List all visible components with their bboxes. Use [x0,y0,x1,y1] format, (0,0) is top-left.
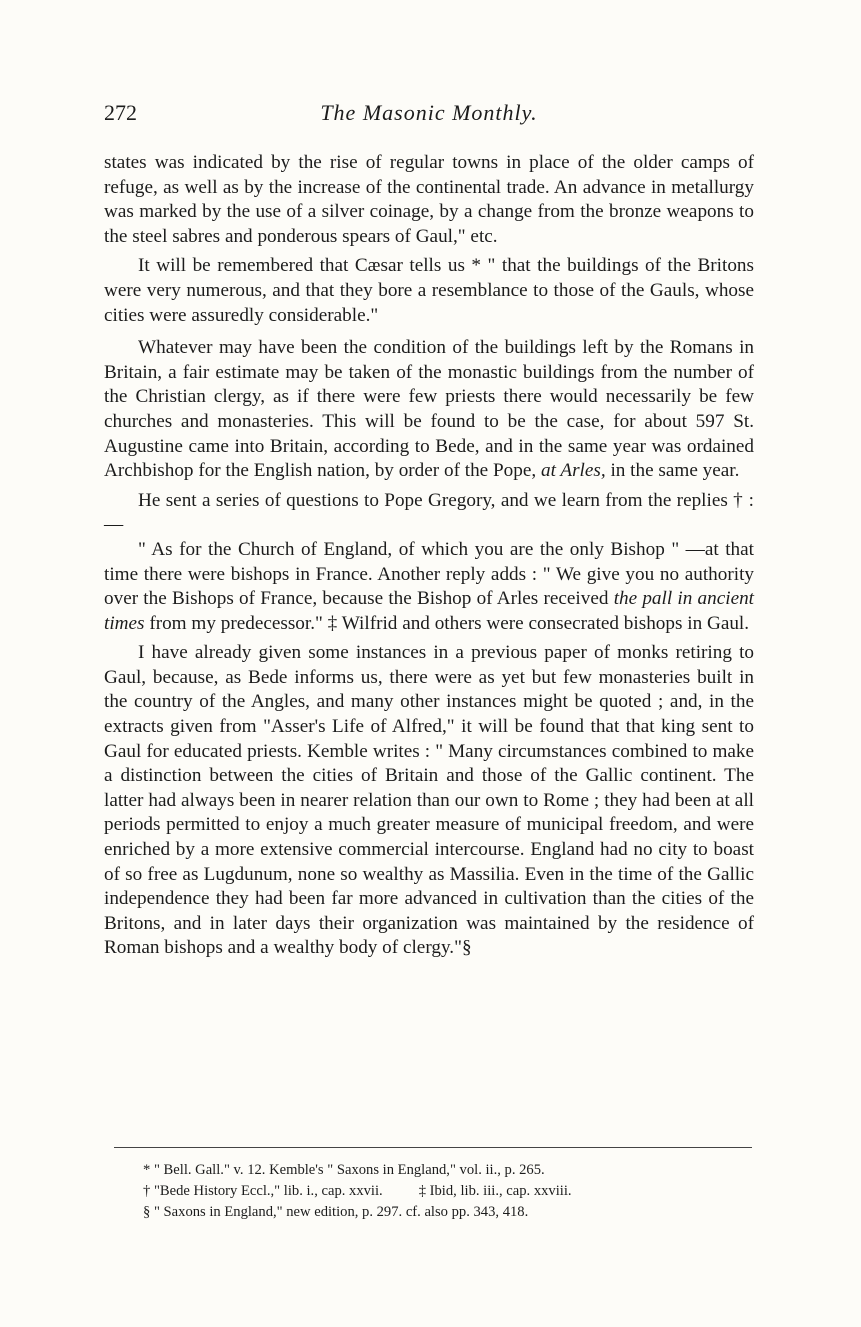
paragraph-2: It will be remembered that Cæsar tells us * " that the buildings of the Britons were very numerous, and that they bore a resemblance to those of the Gauls, whose cities were assuredly considerable." [104,255,754,326]
paragraph-4: He sent a series of questions to Pope Gregory, and we learn from the replies † :— [104,489,754,536]
paragraph-3-text: Whatever may have been the condition of the buildings left by the Romans in Britain, a fair estimate may be taken of the monastic buildings from the number of the Christian clergy, as if there were few priests there would necessarily be few churches and monasteries. This will be found to be the case, for about 597 St. Augustine came into Britain, according to Bede, and in the same year was ordained Archbishop for the English nation, by order of the Pope, [104,337,754,482]
paragraph-6-text: I have already given some instances in a previous paper of monks retiring to Gaul, because, as Bede informs us, there were as yet but few monasteries built in the country of the Angles, and many other instances might be quoted ; and, in the extracts given from "Asser's Life of Alfred," it will be found that that king sent to Gaul for educated priests. Kemble writes : [104,642,754,762]
paragraph-5-italic: the pall in ancient times [104,588,755,634]
page-number: 272 [104,100,137,125]
paragraph-6-quote: " Many circumstances combined to make a distinction between the cities of Britain and those of the Gallic continent. The latter had always been in nearer relation than our own to Rome ; they had been at all periods permitted to enjoy a much greater measure of municipal freedom, and were enriched by a more extensive commercial intercourse. England had no city to boast of so free as Lugdunum, none so wealthy as Massilia. Even in the time of the Gallic independence they had been far more advanced in cultivation than the cities of the Britons, and in later days their organization was maintained by the residence of Roman bishops and a wealthy body of clergy."§ [104,740,754,959]
paragraph-6 [104,641,754,961]
footnotes [143,1160,743,1223]
paragraph-3 [104,336,754,484]
paragraph-5-end: from my predecessor." ‡ Wilfrid and others were consecrated bishops in Gaul. [144,612,750,634]
page-header [104,100,754,136]
running-title: The Masonic Monthly. [320,100,538,125]
paragraph-5-text: " As for the Church of England, of which you are the only Bishop " —at that time there were bishops in France. Another reply adds : " We give you no authority over the Bishops of France, because the Bishop of Arles received [104,538,754,610]
paragraph-5 [104,538,754,636]
footnote-rule [114,1147,752,1148]
article-body [104,151,754,961]
footnote-2 [143,1181,743,1202]
footnote-2b: ‡ Ibid, lib. iii., cap. xxviii. [418,1183,572,1199]
footnote-2a: † "Bede History Eccl.," lib. i., cap. xxvii. [143,1183,383,1199]
paragraph-1: states was indicated by the rise of regular towns in place of the older camps of refuge, as well as by the increase of the continental trade. An advance in metallurgy was marked by the use of a silver coinage, by a change from the bronze weapons to the steel sabres and ponderous spears of Gaul," etc. [104,152,754,247]
footnote-3: § " Saxons in England," new edition, p. 297. cf. also pp. 343, 418. [143,1204,529,1220]
paragraph-3-end: in the same year. [605,460,740,482]
footnote-1: * " Bell. Gall." v. 12. Kemble's " Saxons in England," vol. ii., p. 265. [143,1162,545,1178]
paragraph-3-italic: at Arles, [540,460,606,482]
